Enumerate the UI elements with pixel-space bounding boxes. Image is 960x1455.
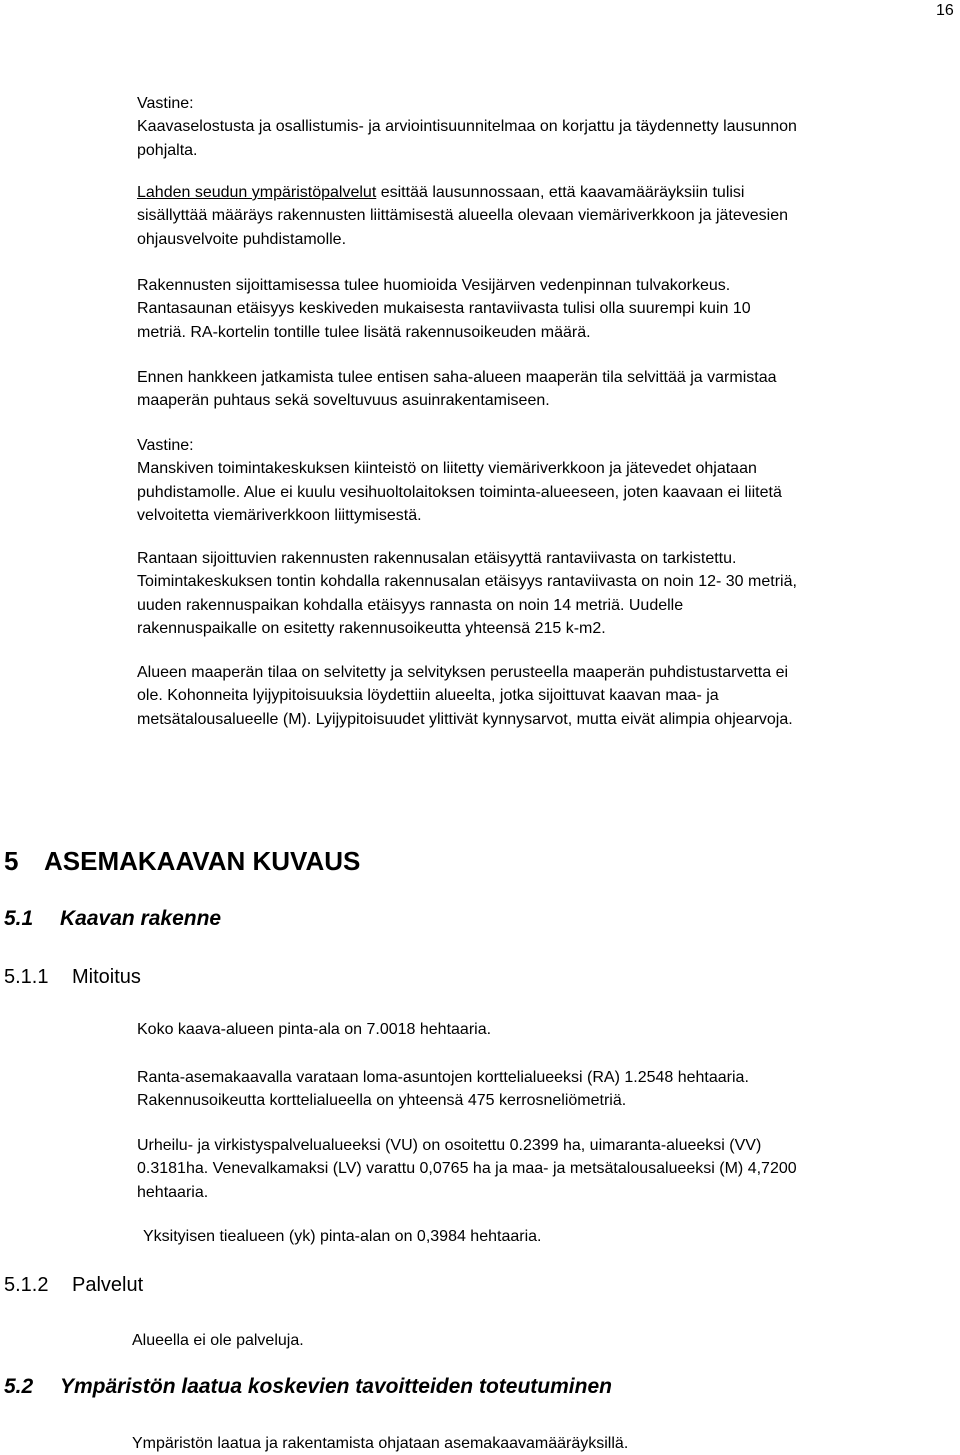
statement-paragraph-3 xyxy=(137,366,959,413)
response-paragraph-2 xyxy=(137,434,959,527)
text-line: Rantasaunan etäisyys keskiveden mukaisesta rantaviivasta tulisi olla suurempi kuin 10 xyxy=(137,300,751,318)
text-line: rakennuspaikalle on esitetty rakennusoikeutta yhteensä 215 k-m2. xyxy=(137,619,606,637)
statement-paragraph-2 xyxy=(137,274,959,344)
text-line: hehtaaria. xyxy=(137,1183,209,1201)
vastine-label: Vastine: xyxy=(137,437,194,454)
text-line: 0.3181ha. Venevalkamaksi (LV) varattu 0,0765 ha ja maa- ja metsätalousalueeksi (M) 4,7200 xyxy=(137,1160,797,1178)
vastine-label: Vastine: xyxy=(137,95,194,112)
heading-5: 5 ASEMAKAAVAN KUVAUS xyxy=(4,846,361,876)
text-line: Yksityisen tiealueen (yk) pinta-alan on 0,3984 hehtaaria. xyxy=(143,1228,542,1245)
heading-5-2: 5.2 Ympäristön laatua koskevien tavoitteiden toteutuminen xyxy=(4,1375,612,1398)
text-line: Rakennusten sijoittamisessa tulee huomioida Vesijärven vedenpinnan tulvakorkeus. xyxy=(137,277,731,294)
text-line: Ympäristön laatua ja rakentamista ohjataan asemakaavamääräyksillä. xyxy=(132,1435,629,1452)
text-line: Toimintakeskuksen tontin kohdalla rakennusalan etäisyys rantaviivasta on noin 12- 30 metriä, xyxy=(137,573,797,591)
text-line: ole. Kohonneita lyijypitoisuuksia löydettiin alueelta, jotka sijoittuvat kaavan maa- ja xyxy=(137,687,719,705)
text-line: sisällyttää määräys rakennusten liittämisestä alueella olevaan viemäriverkkoon ja jätevesien xyxy=(137,207,788,225)
page-number: 16 xyxy=(936,2,954,19)
text-line: Rantaan sijoittuvien rakennusten rakennusalan etäisyyttä rantaviivasta on tarkistettu. xyxy=(137,550,737,567)
text-line: Kaavaselostusta ja osallistumis- ja arviointisuunnitelmaa on korjattu ja täydennetty lausunnon xyxy=(137,118,797,136)
dimension-paragraph-2 xyxy=(137,1066,959,1113)
dimension-paragraph-1 xyxy=(137,1018,959,1041)
text-span: esittää lausunnossaan, että kaavamääräyksiin tulisi xyxy=(376,184,745,201)
response-paragraph-3 xyxy=(137,547,959,640)
text-line: Urheilu- ja virkistyspalvelualueeksi (VU) on osoitettu 0.2399 ha, uimaranta-alueeksi (VV) xyxy=(137,1137,762,1154)
text-line: metriä. RA-kortelin tontille tulee lisätä rakennusoikeuden määrä. xyxy=(137,323,591,341)
text-line: velvoitetta viemäriverkkoon liittymisestä. xyxy=(137,506,422,524)
text-line: uuden rakennuspaikan kohdalla etäisyys rannasta on noin 14 metriä. Uudelle xyxy=(137,596,684,614)
text-line: Ranta-asemakaavalla varataan loma-asuntojen korttelialueeksi (RA) 1.2548 hehtaaria. xyxy=(137,1069,749,1086)
text-line: Koko kaava-alueen pinta-ala on 7.0018 hehtaaria. xyxy=(137,1021,492,1038)
text-line: Manskiven toimintakeskuksen kiinteistö on liitetty viemäriverkkoon ja jätevedet ohjataan xyxy=(137,460,757,478)
text-line: Alueen maaperän tilaa on selvitetty ja selvityksen perusteella maaperän puhdistustarvetta ei xyxy=(137,664,789,681)
text-line: metsätalousalueelle (M). Lyijypitoisuudet ylittivät kynnysarvot, mutta eivät alimpia ohjearvoja. xyxy=(137,710,793,728)
text-line: maaperän puhtaus sekä soveltuvuus asuinrakentamiseen. xyxy=(137,392,550,410)
text-line: Alueella ei ole palveluja. xyxy=(132,1332,304,1349)
dimension-paragraph-4 xyxy=(143,1225,960,1248)
text-line: puhdistamolle. Alue ei kuulu vesihuoltolaitoksen toiminta-alueeseen, joten kaavaan ei liitetä xyxy=(137,483,782,501)
heading-5-1-1: 5.1.1 Mitoitus xyxy=(4,966,141,988)
text-line: Rakennusoikeutta korttelialueella on yhteensä 475 kerrosneliömetriä. xyxy=(137,1092,627,1110)
authority-name-link: Lahden seudun ympäristöpalvelut xyxy=(137,184,377,201)
response-paragraph-1 xyxy=(137,92,959,162)
text-line: pohjalta. xyxy=(137,141,198,159)
environment-paragraph xyxy=(132,1432,954,1455)
text-line: Ennen hankkeen jatkamista tulee entisen saha-alueen maaperän tila selvittää ja varmistaa xyxy=(137,369,777,386)
heading-5-1: 5.1 Kaavan rakenne xyxy=(4,907,222,930)
dimension-paragraph-3 xyxy=(137,1134,959,1204)
heading-5-1-2: 5.1.2 Palvelut xyxy=(4,1274,144,1296)
text-line xyxy=(137,181,959,204)
response-paragraph-4 xyxy=(137,661,959,731)
statement-paragraph xyxy=(137,181,959,251)
services-paragraph xyxy=(132,1329,954,1352)
text-line: ohjausvelvoite puhdistamolle. xyxy=(137,230,347,248)
